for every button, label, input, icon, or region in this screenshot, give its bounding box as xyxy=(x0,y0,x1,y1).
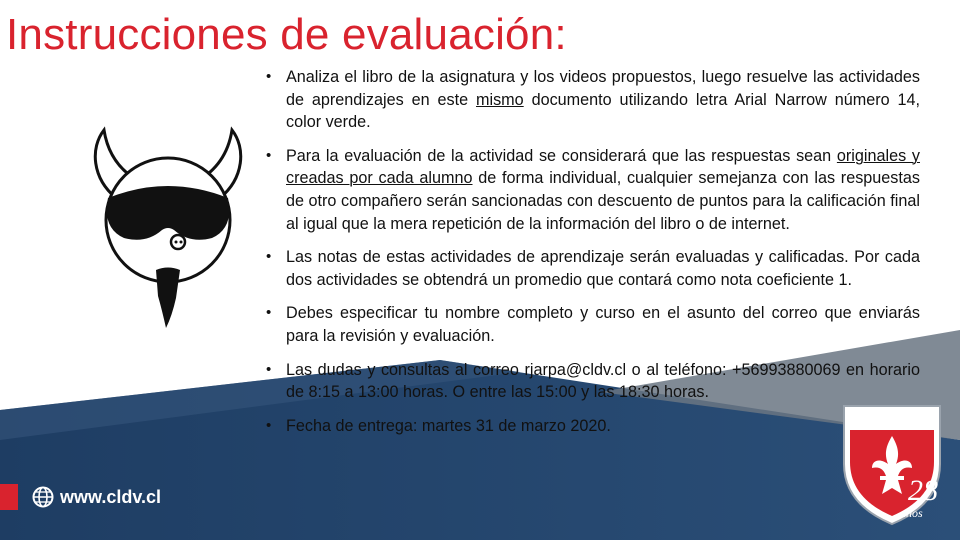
instruction-text: Las notas de estas actividades de aprendizaje serán evaluadas y calificadas. Por cada dos actividades se obtendrá un promedio que contará como nota coeficiente 1. xyxy=(286,248,920,289)
globe-icon xyxy=(32,486,54,508)
instruction-text: Las dudas y consultas al correo rjarpa@cldv.cl o al teléfono: +56993880069 en horario de 8:15 a 13:00 horas. O entre las 15:00 y las 18:30 horas. xyxy=(286,360,920,402)
instruction-text: Analiza el libro de la asignatura y los videos propuestos, luego resuelve las actividades de aprendizajes en este xyxy=(286,68,920,109)
page-title: Instrucciones de evaluación: xyxy=(6,10,567,59)
devil-mascot-illustration xyxy=(78,120,258,330)
instructions-list xyxy=(262,66,920,448)
instruction-item: • Para la evaluación de la actividad se considerará que las respuestas sean originales y creadas por cada alumno de forma individual, cualquier semejanza con las respuestas de otro compañero serán sancionadas con descuento de puntos para la calificación final al igual que la mera repetición de la información del libro o de internet. xyxy=(266,146,920,233)
anniversary-word: años xyxy=(900,506,923,520)
instruction-text: Debes especificar tu nombre completo y curso en el asunto del correo que enviarás para la revisión y evaluación. xyxy=(286,304,920,345)
instruction-text: de forma individual, cualquier semejanza con las respuestas de otro compañero serán sancionadas con descuento de puntos para la calificación final al igual que la mera repetición de la información del libro o de internet. xyxy=(286,169,920,233)
footer-website xyxy=(8,484,161,510)
school-crest-logo xyxy=(836,398,948,528)
instruction-item: • Las notas de estas actividades de aprendizaje serán evaluadas y calificadas. Por cada dos actividades se obtendrá un promedio que contará como nota coeficiente 1. xyxy=(266,248,920,289)
instruction-item: • Las dudas y consultas al correo rjarpa@cldv.cl o al teléfono: +56993880069 en horario de 8:15 a 13:00 horas. O entre las 15:00 y las 18:30 horas. xyxy=(266,360,920,402)
instruction-item: • Analiza el libro de la asignatura y los videos propuestos, luego resuelve las actividades de aprendizajes en este mismo documento utilizando letra Arial Narrow número 14, color verde. xyxy=(266,68,920,132)
instruction-item: • Debes especificar tu nombre completo y curso en el asunto del correo que enviarás para la revisión y evaluación. xyxy=(266,304,920,345)
instruction-text: documento utilizando letra Arial Narrow número 14, color verde. xyxy=(286,90,920,132)
instruction-text: Fecha de entrega: martes 31 de marzo 2020. xyxy=(286,416,611,435)
underlined-text: originales y creadas por cada alumno xyxy=(286,146,920,188)
instruction-item: • Fecha de entrega: martes 31 de marzo 2020. xyxy=(266,416,611,435)
instruction-text: Para la evaluación de la actividad se considerará que las respuestas sean xyxy=(286,146,837,165)
anniversary-number: 28 xyxy=(908,474,938,507)
website-url[interactable]: www.cldv.cl xyxy=(60,486,162,507)
underlined-text: mismo xyxy=(476,90,524,109)
